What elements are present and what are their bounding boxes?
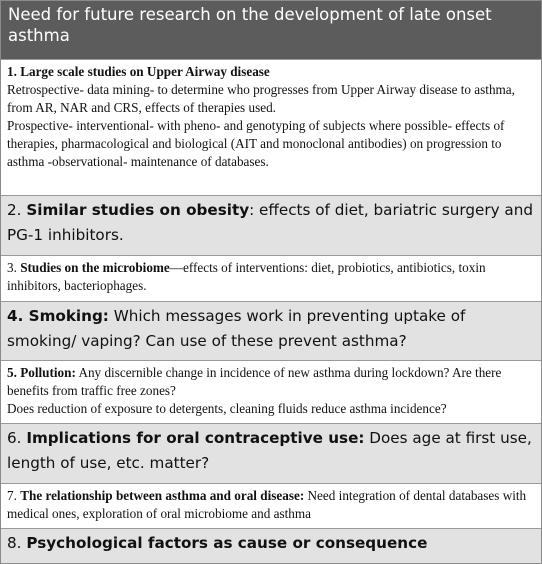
table-row-8	[1, 528, 541, 563]
row-8-number: 8.	[7, 534, 27, 552]
row-5-text: Any discernible change in incidence of new asthma during lockdown? Are there benefits from traffic free zones?	[7, 365, 502, 398]
row-6-heading: Implications for oral contraceptive use:	[26, 429, 365, 447]
row-4-heading: 4. Smoking:	[7, 307, 109, 325]
row-7-number: 7.	[7, 488, 21, 503]
table-row-4	[1, 301, 541, 360]
row-3-number: 3.	[7, 260, 21, 275]
table-row-5	[1, 360, 541, 423]
row-2-text: : effects of diet, bariatric surgery and PG-1 inhibitors.	[7, 201, 533, 244]
table-row-1	[1, 59, 541, 195]
table-title: Need for future research on the development of late onset asthma	[8, 5, 492, 45]
table-row-6	[1, 423, 541, 483]
row-3-heading: Studies on the microbiome	[20, 260, 170, 275]
row-1-prospective: Prospective- interventional- with pheno- and genotyping of subjects where possible- effects of therapies, pharmacological and biological (AIT and monoclonal antibodies) on progression to asthma -observational- maintenance of databases.	[7, 118, 505, 169]
row-1-retrospective: Retrospective- data mining- to determine who progresses from Upper Airway disease to asthma, from AR, NAR and CRS, effects of therapies used.	[7, 82, 515, 115]
row-5-heading: 5. Pollution:	[7, 365, 76, 380]
row-2-heading: Similar studies on obesity	[26, 201, 250, 219]
row-1-heading: 1. Large scale studies on Upper Airway disease	[7, 64, 270, 79]
row-7-text: Need integration of dental databases with medical ones, exploration of oral microbiome and asthma	[7, 488, 527, 521]
row-7-heading: The relationship between asthma and oral disease:	[20, 488, 305, 503]
row-8-heading: Psychological factors as cause or consequence	[26, 534, 428, 552]
row-5-extra: Does reduction of exposure to detergents, cleaning fluids reduce asthma incidence?	[7, 401, 447, 416]
row-4-text: Which messages work in preventing uptake of smoking/ vaping? Can use of these prevent asthma?	[7, 307, 466, 350]
table-row-7	[1, 483, 541, 528]
table-row-2	[1, 195, 541, 255]
table-row-3	[1, 255, 541, 301]
row-3-text: —effects of interventions: diet, probiotics, antibiotics, toxin inhibitors, bacteriophages.	[7, 260, 486, 293]
row-6-text: Does age at first use, length of use, etc. matter?	[7, 429, 532, 472]
row-2-number: 2.	[7, 201, 27, 219]
table-header	[1, 1, 541, 59]
row-6-number: 6.	[7, 429, 27, 447]
